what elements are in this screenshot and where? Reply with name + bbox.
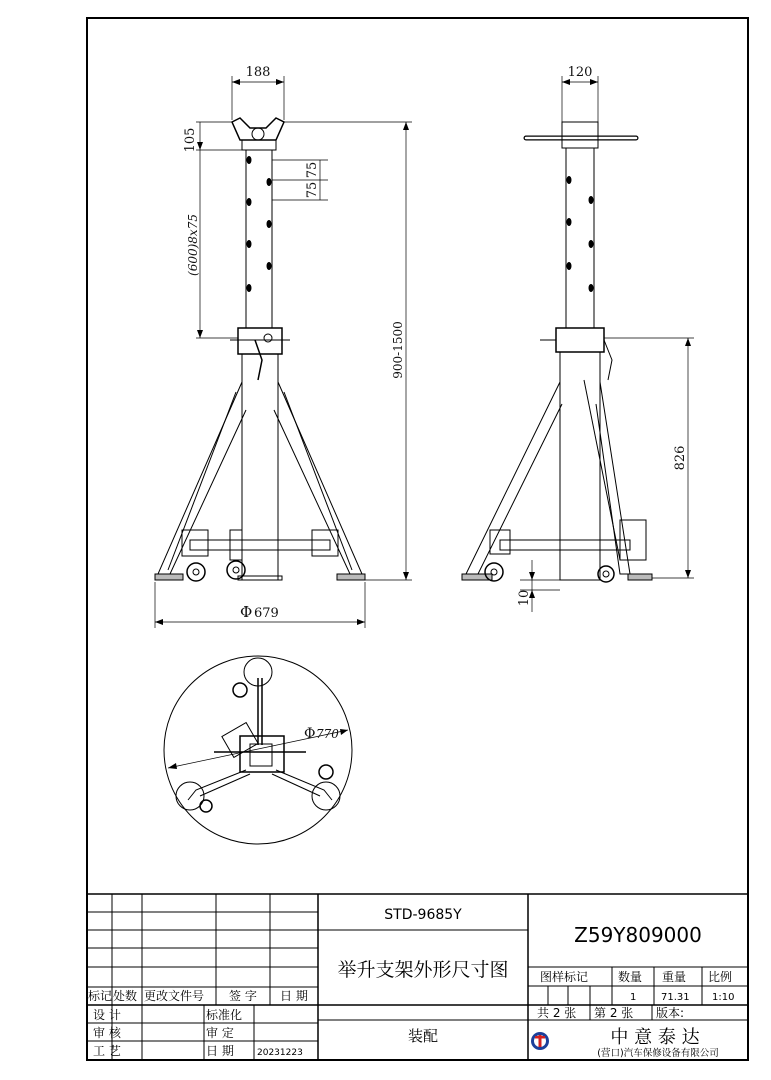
label-design: 设 计 (93, 1008, 121, 1022)
company-name: 中 意 泰 达 (610, 1027, 700, 1048)
front-dim-top-width: 188 (245, 65, 271, 80)
attr-header-qty: 数量 (618, 970, 643, 984)
rev-header-doc: 更改文件号 (144, 989, 205, 1003)
plan-view (164, 656, 352, 844)
front-dim-base-diameter-symbol: Φ (240, 603, 253, 621)
side-dim-top-width: 120 (567, 65, 593, 80)
sheet-number: 第 2 张 (594, 1006, 634, 1020)
attr-header-weight: 重量 (662, 970, 687, 984)
version-label: 版本: (656, 1006, 685, 1020)
side-dim-ground-clearance: 10 (517, 589, 532, 607)
side-view (462, 76, 694, 612)
drawing-number: Z59Y809000 (574, 923, 702, 947)
attr-header-scale: 比例 (708, 970, 733, 984)
front-dim-column: (600)8x75 (186, 214, 200, 276)
company-full-name: (营口)汽车保修设备有限公司 (597, 1048, 719, 1059)
attr-value-scale: 1:10 (712, 992, 735, 1003)
front-dim-total-height: 900-1500 (391, 321, 405, 379)
company-logo (531, 1032, 549, 1050)
rev-header-date: 日 期 (280, 989, 308, 1003)
attr-value-weight: 71.31 (661, 992, 690, 1003)
rev-header-count: 处数 (113, 989, 138, 1003)
label-review: 审 核 (93, 1026, 121, 1040)
date-value: 20231223 (257, 1048, 303, 1058)
attr-header-mark: 图样标记 (540, 970, 589, 984)
plan-dim-diameter-symbol: Φ (304, 726, 316, 742)
attr-value-qty: 1 (630, 992, 637, 1003)
front-dim-head-height: 105 (183, 127, 198, 153)
label-date: 日 期 (206, 1044, 234, 1058)
label-approve: 审 定 (206, 1026, 234, 1040)
drawing-title: 举升支架外形尺寸图 (337, 959, 509, 981)
drawing-stage: 装配 (407, 1027, 439, 1045)
side-dim-lower-height: 826 (673, 445, 688, 471)
rev-header-sign: 签 字 (229, 989, 257, 1003)
front-dim-hole-pitch-a: 75 (305, 161, 320, 179)
rev-header-mark: 标记 (88, 989, 113, 1003)
label-process: 工 艺 (93, 1044, 121, 1058)
model-number: STD-9685Y (384, 907, 462, 923)
sheet-total: 共 2 张 (537, 1006, 577, 1020)
label-standardize: 标准化 (206, 1008, 243, 1022)
front-dim-hole-pitch-b: 75 (305, 181, 320, 199)
front-dim-base-diameter: 679 (254, 606, 279, 621)
front-view (155, 76, 412, 628)
plan-dim-diameter: 770 (316, 727, 339, 741)
